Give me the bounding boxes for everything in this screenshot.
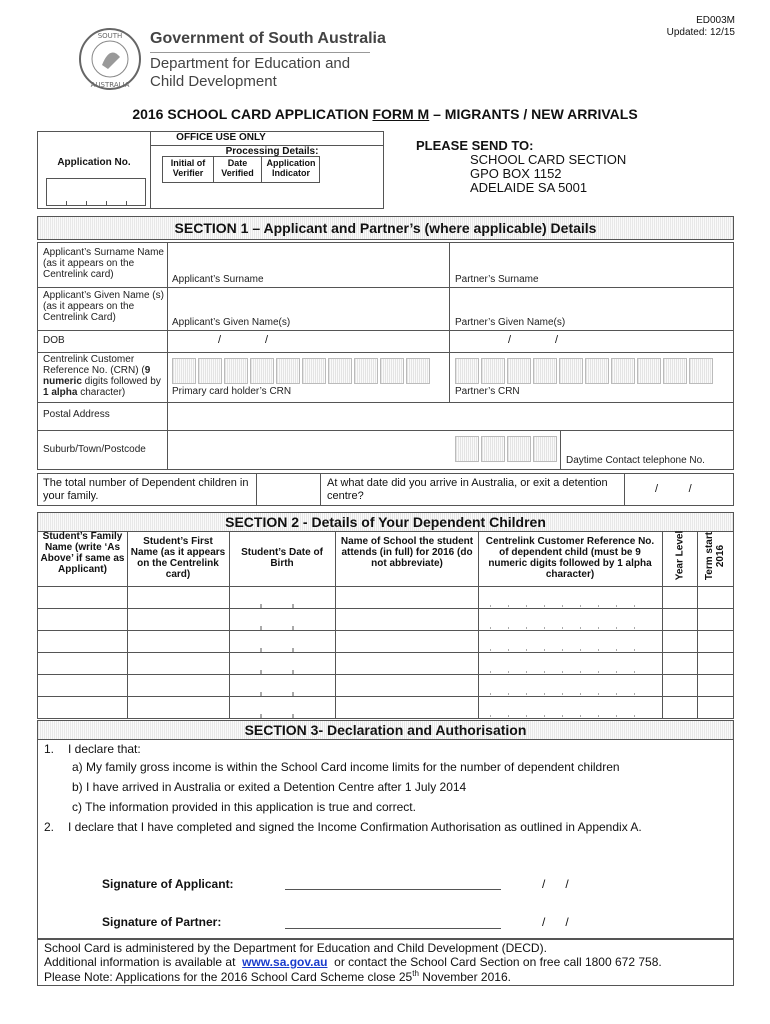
footer-line3: Please Note: Applications for the 2016 School Card Scheme close 25th November 2016. — [44, 969, 511, 984]
section2-header: SECTION 2 - Details of Your Dependent Children — [37, 512, 734, 532]
applicant-surname-field[interactable]: Applicant’s Surname — [172, 274, 264, 285]
partner-dob-slash2: / — [555, 334, 559, 346]
partner-dob-slash1: / — [508, 334, 512, 346]
col-first-name: Student’s First Name (as it appears on the Centrelink card) — [130, 536, 226, 580]
postal-address-label: Postal Address — [43, 409, 110, 420]
svg-text:SOUTH: SOUTH — [97, 32, 123, 40]
section3-header: SECTION 3- Declaration and Authorisation — [37, 720, 734, 740]
col-dob: Student’s Date of Birth — [241, 547, 323, 569]
send-line2: GPO BOX 1152 — [470, 166, 562, 181]
partner-surname-field[interactable]: Partner’s Surname — [455, 274, 539, 285]
decl-a: a) My family gross income is within the School Card income limits for the number of dependent children — [72, 760, 620, 774]
send-title: PLEASE SEND TO: — [416, 138, 534, 153]
processing-details: Processing Details: — [225, 146, 319, 157]
given-name-label: Applicant’s Given Name (s) (as it appears on the Centrelink Card) — [43, 290, 164, 323]
sig-partner-label: Signature of Partner: — [102, 915, 222, 929]
application-indicator: Application Indicator — [266, 158, 316, 178]
decl-c: c) The information provided in this application is true and correct. — [72, 800, 416, 814]
suburb-label: Suburb/Town/Postcode — [43, 444, 146, 455]
decl-num-2: 2. — [44, 820, 55, 834]
sa-gov-link[interactable]: www.sa.gov.au — [242, 955, 328, 969]
decl-1: I declare that: — [68, 742, 141, 756]
updated-date: Updated: 12/15 — [666, 27, 735, 38]
surname-label: Applicant’s Surname Name (as it appears on the Centrelink card) — [43, 247, 164, 280]
arrival-label: At what date did you arrive in Australia, or exit a detention centre? — [327, 477, 608, 502]
gov-title: Government of South Australia — [150, 30, 386, 47]
initial-of-verifier: Initial of Verifier — [170, 158, 206, 178]
arrival-date-field[interactable]: / / — [655, 483, 692, 495]
sig-partner-date[interactable]: / / — [542, 915, 569, 929]
dept-line2: Child Development — [150, 73, 277, 90]
col-crn: Centrelink Customer Reference No. of dependent child (must be 9 numeric digits followed by 1 alpha character) — [485, 536, 655, 580]
application-no-label: Application No. — [57, 157, 131, 168]
footer-line2: Additional information is available at www.sa.gov.au or contact the School Card Section on free call 1800 672 758. — [44, 955, 662, 969]
applicant-dob-slash1: / — [218, 334, 222, 346]
date-verified: Date Verified — [221, 158, 254, 178]
office-use-title: OFFICE USE ONLY — [176, 132, 266, 143]
section1-header: SECTION 1 – Applicant and Partner’s (where applicable) Details — [37, 216, 734, 240]
form-code: ED003M — [696, 15, 735, 26]
sig-applicant-date[interactable]: / / — [542, 877, 569, 891]
footer-line1: School Card is administered by the Department for Education and Child Development (DECD). — [44, 941, 547, 955]
decl-2: I declare that I have completed and signed the Income Confirmation Authorisation as outlined in Appendix A. — [68, 820, 642, 834]
dependents-label: The total number of Dependent children in your family. — [43, 477, 249, 502]
primary-crn-label: Primary card holder’s CRN — [172, 386, 292, 397]
phone-label: Daytime Contact telephone No. — [566, 455, 705, 466]
partner-crn-label: Partner’s CRN — [455, 386, 520, 397]
dept-line1: Department for Education and — [150, 55, 351, 72]
sig-partner-line[interactable] — [285, 928, 501, 929]
partner-given-field[interactable]: Partner’s Given Name(s) — [455, 317, 566, 328]
decl-b: b) I have arrived in Australia or exited a Detention Centre after 1 July 2014 — [72, 780, 467, 794]
decl-num-1: 1. — [44, 742, 55, 756]
sig-applicant-line[interactable] — [285, 889, 501, 890]
col-family-name: Student’s Family Name (write ‘As Above’ if same as Applicant) — [40, 531, 125, 575]
send-line3: ADELAIDE SA 5001 — [470, 180, 588, 195]
dob-label: DOB — [43, 335, 65, 346]
applicant-given-field[interactable]: Applicant’s Given Name(s) — [172, 317, 291, 328]
svg-text:AUSTRALIA: AUSTRALIA — [90, 81, 130, 89]
col-school: Name of School the student attends (in full) for 2016 (do not abbreviate) — [340, 536, 474, 569]
send-line1: SCHOOL CARD SECTION — [470, 152, 627, 167]
crn-label: Centrelink Customer Reference No. (CRN) (9 numeric digits followed by 1 alpha character) — [43, 354, 161, 398]
form-title: 2016 SCHOOL CARD APPLICATION FORM M – MIGRANTS / NEW ARRIVALS — [132, 106, 638, 122]
col-year-level: Year Level — [674, 530, 686, 581]
col-term-start: Term start 2016 — [704, 531, 726, 581]
applicant-dob-slash2: / — [265, 334, 269, 346]
sig-applicant-label: Signature of Applicant: — [102, 877, 234, 891]
